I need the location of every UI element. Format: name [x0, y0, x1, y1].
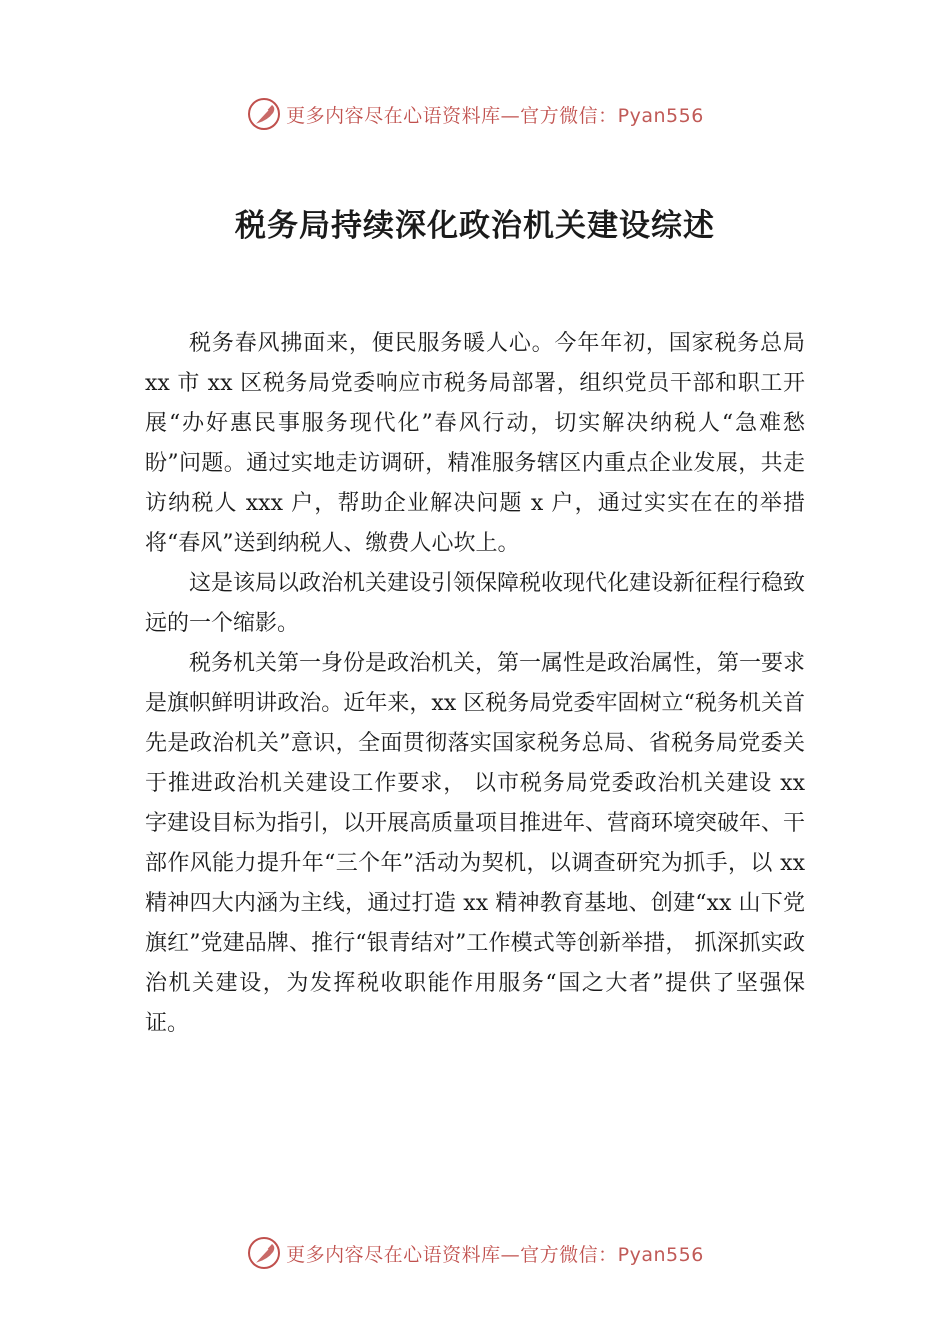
watermark-text: 更多内容尽在心语资料库—官方微信：: [286, 1243, 618, 1266]
paragraph-3: 税务机关第一身份是政治机关，第一属性是政治属性，第一要求是旗帜鲜明讲政治。近年来，xx 区税务局党委牢固树立“税务机关首先是政治机关”意识，全面贯彻落实国家税务总局、省税务局党委关于推进政治机关建设工作要求， 以市税务局党委政治机关建设 xx 字建设目标为指引，以开展高质量项目推进年、营商环境突破年、干部作风能力提升年“三个年”活动为契机，以调查研究为抓手，以 xx 精神四大内涵为主线，通过打造 xx 精神教育基地、创建“xx 山下党旗红”党建品牌、推行“银青结对”工作模式等创新举措， 抓深抓实政治机关建设，为发挥税收职能作用服务“国之大者”提供了坚强保证。: [145, 651, 806, 1036]
feather-pen-logo-icon: [246, 96, 282, 132]
paragraph-1: 税务春风拂面来，便民服务暖人心。今年年初，国家税务总局 xx 市 xx 区税务局党委响应市税务局部署，组织党员干部和职工开展“办好惠民事服务现代化”春风行动，切实解决纳税人“急难愁盼”问题。通过实地走访调研，精准服务辖区内重点企业发展，共走访纳税人 xxx 户，帮助企业解决问题 x 户，通过实实在在的举措将“春风”送到纳税人、缴费人心坎上。: [145, 331, 805, 556]
watermark-text: 更多内容尽在心语资料库—官方微信：: [286, 104, 618, 127]
wechat-id: Pyan556: [617, 1243, 704, 1266]
footer-watermark: [0, 1233, 950, 1273]
header-watermark: [0, 94, 950, 134]
paragraph-2: 这是该局以政治机关建设引领保障税收现代化建设新征程行稳致远的一个缩影。: [145, 571, 806, 636]
wechat-id: Pyan556: [617, 104, 704, 127]
document-title: 税务局持续深化政治机关建设综述: [235, 208, 715, 244]
feather-pen-logo-icon: [246, 1235, 282, 1271]
document-body: [145, 324, 805, 1044]
